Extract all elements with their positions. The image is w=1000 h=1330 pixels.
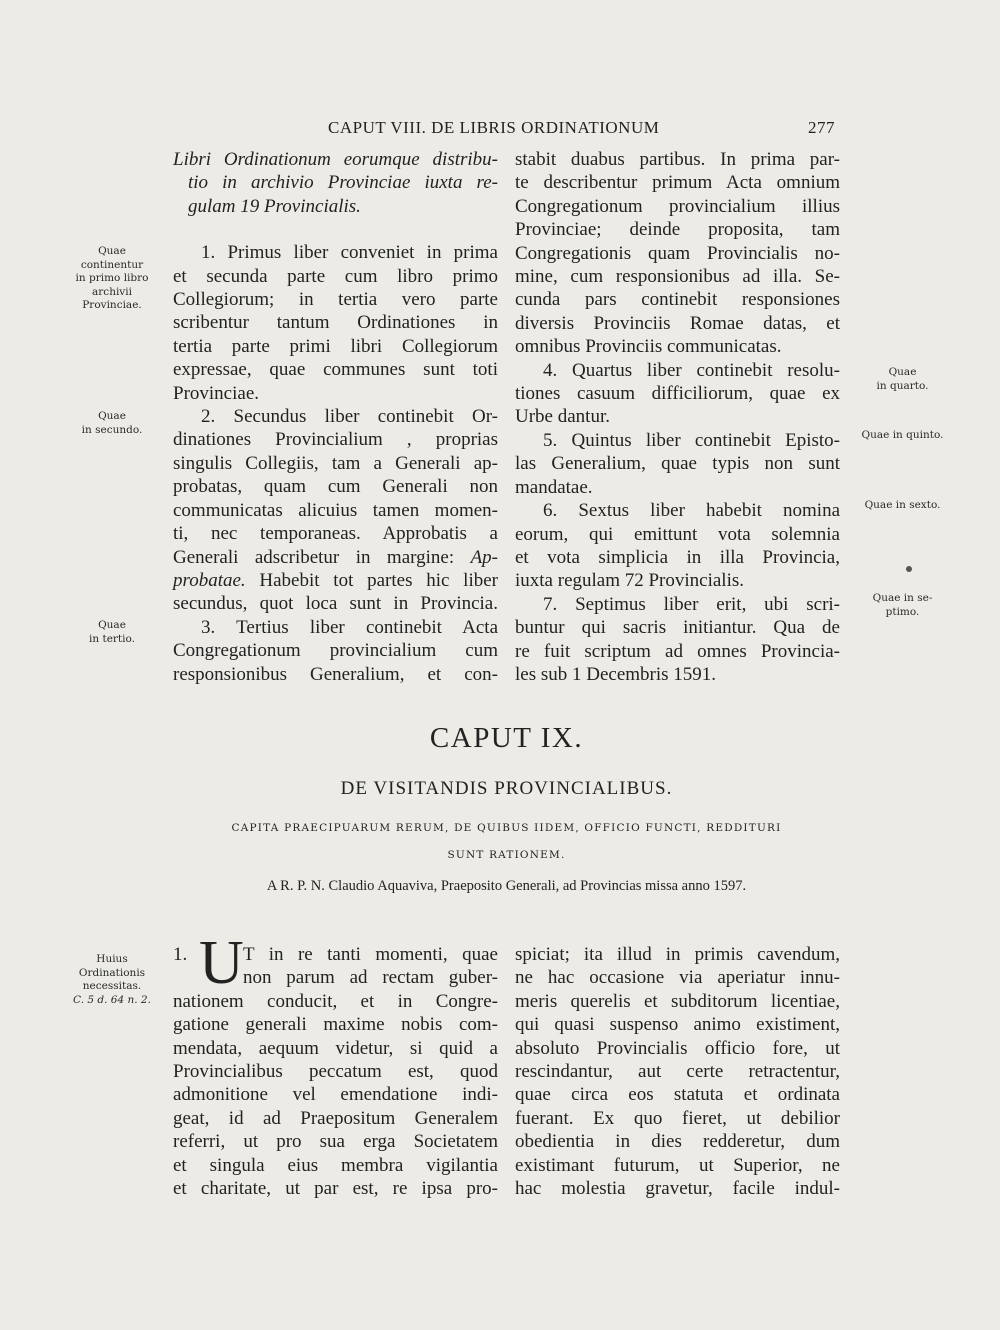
text-line: non parum ad rectam guber- bbox=[243, 967, 498, 989]
text-line: admonitione vel emendatione indi- bbox=[173, 1084, 498, 1106]
text-line: nationem conducit, et in Congre- bbox=[173, 990, 498, 1012]
note-line: Quae bbox=[98, 410, 126, 422]
text-line: Congregationum provincialium illius bbox=[515, 195, 840, 217]
text-line: hac molestia gravetur, facile indul- bbox=[515, 1178, 840, 1200]
text-line: mendata, aequum videtur, si quid a bbox=[173, 1037, 498, 1059]
note-line: in primo libro bbox=[75, 272, 149, 284]
note-line: necessitas. bbox=[82, 980, 142, 992]
note-line: Provinciae. bbox=[82, 299, 142, 311]
ink-dot bbox=[906, 566, 912, 572]
note-line: ptimo. bbox=[885, 605, 920, 618]
note-line: in secundo. bbox=[81, 423, 143, 436]
margin-note-septimo bbox=[850, 592, 955, 619]
text-line: eorum, qui emittunt vota solemnia bbox=[515, 523, 840, 545]
text-line: Provinciae; deinde proposita, tam bbox=[515, 219, 840, 241]
section-heading-line: tio in archivio Provinciae iuxta re- bbox=[188, 172, 498, 194]
text-line: mandatae. bbox=[515, 476, 593, 498]
left-column-top bbox=[173, 148, 498, 686]
text-line: stabit duabus partibus. In prima par- bbox=[515, 149, 840, 170]
text-line: Congregationis quam Provincialis no- bbox=[515, 242, 840, 264]
chapter-attribution: A R. P. N. Claudio Aquaviva, Praeposito Generali, ad Provincias missa anno 1597. bbox=[266, 878, 747, 894]
text-line: expressae, quae communes sunt toti bbox=[173, 359, 498, 381]
text-line: Urbe dantur. bbox=[515, 406, 610, 428]
text-line: ti, nec temporaneas. Approbatis a bbox=[173, 523, 498, 545]
note-line: continentur bbox=[80, 258, 144, 271]
text-line: meris querelis et subditorum licentiae, bbox=[515, 990, 840, 1012]
paragraph-number: 1. bbox=[173, 944, 188, 965]
text-line: responsionibus Generalium, et con- bbox=[173, 663, 498, 685]
chapter-title: CAPUT IX. bbox=[429, 722, 584, 754]
text-line: spiciat; ita illud in primis cavendum, bbox=[515, 944, 840, 965]
note-line: archivii bbox=[92, 285, 132, 298]
text-line: existimant futurum, ut Superior, ne bbox=[515, 1154, 840, 1176]
header-title: CAPUT VIII. DE LIBRIS ORDINATIONUM bbox=[328, 118, 660, 137]
text-line: Generali adscribetur in margine: Ap- bbox=[173, 546, 498, 568]
text-line: 5. Quintus liber continebit Episto- bbox=[543, 429, 840, 451]
note-line: Quae in sexto. bbox=[864, 499, 941, 511]
text-line: 3. Tertius liber continebit Acta bbox=[201, 616, 498, 638]
text-line: et secunda parte cum libro primo bbox=[173, 265, 498, 287]
text-line: probatas, quam cum Generali non bbox=[173, 476, 498, 498]
note-line: Ordinationis bbox=[78, 966, 146, 979]
text-line: iuxta regulam 72 Provincialis. bbox=[515, 570, 745, 592]
text-line: buntur qui sacris initiantur. Qua de bbox=[515, 617, 840, 639]
text-line: rescindantur, aut certe retractentur, bbox=[515, 1061, 840, 1083]
text-line: qui quasi suspenso animo existiment, bbox=[515, 1014, 840, 1036]
left-column-bottom bbox=[173, 943, 498, 1200]
text-line: Collegiorum; in tertia vero parte bbox=[173, 289, 498, 311]
note-line: Quae in quinto. bbox=[861, 429, 944, 441]
text-line: scribentur tantum Ordinationes in bbox=[173, 312, 498, 334]
text-line: referri, ut pro sua erga Societatem bbox=[173, 1131, 498, 1153]
text-line: cunda pars continebit responsiones bbox=[515, 289, 840, 311]
text-line: diversis Provinciis Romae datas, et bbox=[515, 312, 840, 334]
text-line: ne hac occasione via aperiatur innu- bbox=[515, 967, 840, 989]
text-line: tiones casuum difficiliorum, quae ex bbox=[515, 383, 840, 405]
text-line: absoluto Provincialis officio fore, ut bbox=[515, 1037, 840, 1059]
text-line: T in re tanti momenti, quae bbox=[243, 944, 498, 965]
text-line: et charitate, ut par est, re ipsa pro- bbox=[173, 1178, 498, 1200]
drop-cap: U bbox=[199, 929, 244, 997]
text-line: 7. Septimus liber erit, ubi scri- bbox=[543, 593, 840, 615]
running-header bbox=[173, 118, 835, 142]
text-line: dinationes Provincialium , proprias bbox=[173, 429, 498, 451]
note-line: Huius bbox=[96, 953, 128, 965]
text-line: Provincialibus peccatum est, quod bbox=[173, 1061, 498, 1083]
note-line: Quae in se- bbox=[872, 592, 933, 604]
text-line: Provinciae. bbox=[173, 382, 260, 404]
section-heading-line: gulam 19 Provincialis. bbox=[188, 195, 361, 217]
text-line: les sub 1 Decembris 1591. bbox=[515, 663, 717, 685]
text-line: secundus, quot loca sunt in Provincia. bbox=[173, 593, 498, 615]
margin-note-tertio bbox=[62, 619, 162, 646]
text-line: 6. Sextus liber habebit nomina bbox=[543, 500, 840, 522]
right-column-top bbox=[515, 148, 840, 686]
text-line: et vota simplicia in illa Provincia, bbox=[515, 546, 840, 568]
text-line: gatione generali maxime nobis com- bbox=[173, 1014, 498, 1036]
text-line: geat, id ad Praepositum Generalem bbox=[173, 1107, 498, 1129]
text-line: 1. Primus liber conveniet in prima bbox=[201, 242, 498, 264]
margin-note-primo bbox=[62, 245, 162, 313]
text-line: omnibus Provinciis communicatas. bbox=[515, 336, 782, 358]
text-line: fuerant. Ex quo fieret, ut debilior bbox=[515, 1107, 840, 1129]
text-line: te describentur primum Acta omnium bbox=[515, 172, 840, 194]
page-number: 277 bbox=[808, 118, 835, 137]
chapter-summary-line-2: SUNT RATIONEM. bbox=[447, 849, 566, 861]
text-line: tertia parte primi libri Collegiorum bbox=[173, 335, 498, 357]
text-line: re fuit scriptum ad omnes Provincia- bbox=[515, 640, 840, 662]
text-line: mine, cum responsionibus ad illa. Se- bbox=[515, 266, 840, 288]
text-line: communicatas alicuius tamen momen- bbox=[173, 499, 498, 521]
note-line: in quarto. bbox=[876, 379, 929, 392]
note-line: Quae bbox=[888, 366, 917, 378]
text-line: et singula eius membra vigilantia bbox=[173, 1154, 498, 1176]
text-line: las Generalium, quae typis non sunt bbox=[515, 453, 840, 475]
text-line: probatae. Habebit tot partes hic liber bbox=[173, 569, 498, 591]
note-line: in tertio. bbox=[89, 632, 135, 645]
text-line: obedientia in dies redderetur, dum bbox=[515, 1131, 840, 1153]
section-heading-line: Libri Ordinationum eorumque distribu- bbox=[173, 149, 498, 170]
note-line: Quae bbox=[98, 619, 126, 631]
text-line: 4. Quartus liber continebit resolu- bbox=[543, 359, 840, 381]
margin-note-sexto bbox=[850, 499, 955, 513]
right-column-bottom bbox=[515, 943, 840, 1200]
text-line: singulis Collegiis, tam a Generali ap- bbox=[173, 452, 498, 474]
margin-note-quarto bbox=[850, 366, 955, 393]
chapter-summary-line-1: CAPITA PRAECIPUARUM RERUM, DE QUIBUS IIDEM, OFFICIO FUNCTI, REDDITURI bbox=[231, 822, 782, 834]
note-line: C. 5 d. 64 n. 2. bbox=[73, 993, 151, 1006]
note-line: Quae bbox=[98, 245, 126, 257]
text-line: 2. Secundus liber continebit Or- bbox=[201, 406, 498, 428]
margin-note-huius bbox=[62, 953, 162, 1007]
text-line: Congregationum provincialium cum bbox=[173, 640, 498, 662]
chapter-subtitle: DE VISITANDIS PROVINCIALIBUS. bbox=[340, 778, 673, 799]
margin-note-quinto bbox=[850, 429, 955, 443]
margin-note-secundo bbox=[62, 410, 162, 437]
text-line: quae circa eos statuta et ordinata bbox=[515, 1084, 840, 1106]
